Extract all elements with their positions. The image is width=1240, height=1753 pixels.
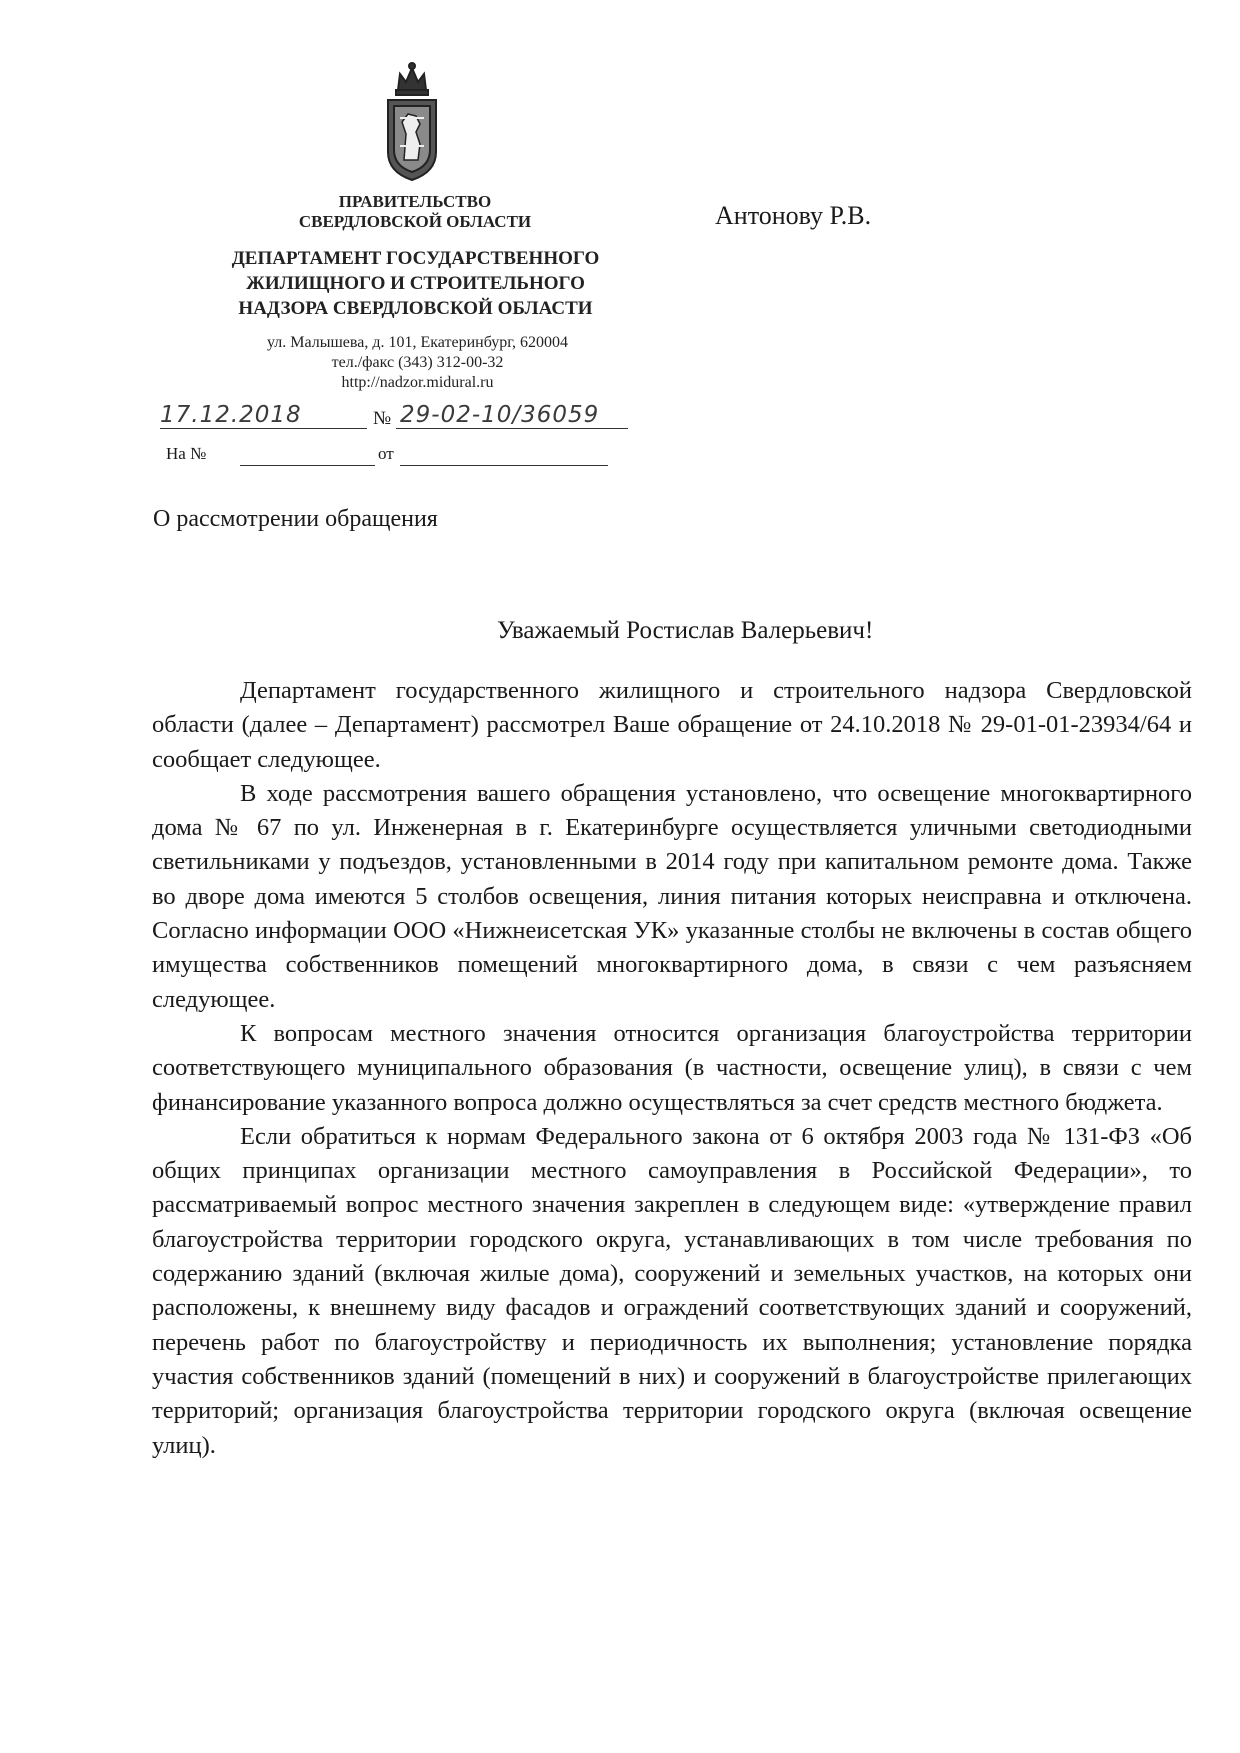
phone-fax: тел./факс (343) 312-00-32 — [331, 354, 504, 371]
org-line1: ПРАВИТЕЛЬСТВО — [338, 192, 492, 211]
website-link[interactable]: http://nadzor.midural.ru — [341, 374, 494, 391]
body-paragraph: Если обратиться к нормам Федерального закона от 6 октября 2003 года № 131-ФЗ «Об общих принципах организации местного самоуправления в Российской Федерации», то рассматриваемый вопрос местного значения закреплен в следующем виде: «утверждение правил благоустройства территории городского округа, устанавливающих в том числе требования по содержанию зданий (включая жилые дома), сооружений и земельных участков, на которых они расположены, к внешнему виду фасадов и ограждений соответствующих зданий и сооружений, перечень работ по благоустройству и периодичность их выполнения; установление порядка участия собственников зданий (помещений в них) и сооружений в благоустройстве прилегающих территорий; организация благоустройства территории городского округа (включая освещение улиц). — [152, 1122, 1192, 1459]
letter-body — [152, 674, 1192, 1463]
dept-line2: ЖИЛИЩНОГО И СТРОИТЕЛЬНОГО — [246, 273, 585, 294]
body-paragraph: К вопросам местного значения относится организация благоустройства территории соответствующего муниципального образования (в частности, освещение улиц), в связи с чем финансирование указанного вопроса должно осуществляться за счет средств местного бюджета. — [152, 1019, 1192, 1116]
org-name — [250, 192, 580, 232]
postal-address: ул. Малышева, д. 101, Екатеринбург, 620004 — [267, 334, 568, 351]
reference-number-line — [240, 465, 375, 466]
contact-block — [210, 333, 625, 393]
number-underline — [396, 428, 628, 429]
number-label: № — [373, 408, 392, 429]
coat-of-arms-icon — [378, 60, 446, 188]
dept-line1: ДЕПАРТАМЕНТ ГОСУДАРСТВЕННОГО — [231, 248, 600, 269]
date-underline — [160, 428, 367, 429]
salutation: Уважаемый Ростислав Валерьевич! — [497, 617, 874, 644]
reference-number-label: На № — [166, 444, 207, 463]
registration-date: 17.12.2018 — [160, 402, 302, 428]
body-paragraph: В ходе рассмотрения вашего обращения установлено, что освещение многоквартирного дома № 67 по ул. Инженерная в г. Екатеринбурге осуществляется уличными светодиодными светильниками у подъездов, установленными в 2014 году при капитальном ремонте дома. Также во дворе дома имеются 5 столбов освещения, линия питания которых неисправна и отключена. Согласно информации ООО «Нижнеисетская УК» указанные столбы не включены в состав общего имущества собственников помещений многоквартирного дома, в связи с чем разъясняем следующее. — [152, 779, 1192, 1013]
registration-number: 29-02-10/36059 — [400, 402, 600, 428]
body-paragraph: Департамент государственного жилищного и строительного надзора Свердловской области (далее – Департамент) рассмотрел Ваше обращение от 24.10.2018 № 29-01-01-23934/64 и сообщает следующее. — [152, 677, 1192, 773]
reference-from-label: от — [378, 444, 394, 463]
org-line2: СВЕРДЛОВСКОЙ ОБЛАСТИ — [298, 212, 532, 231]
department-name — [188, 246, 643, 321]
reference-date-line — [400, 465, 608, 466]
addressee: Антонову Р.В. — [715, 201, 872, 230]
letter-subject: О рассмотрении обращения — [153, 506, 438, 532]
dept-line3: НАДЗОРА СВЕРДЛОВСКОЙ ОБЛАСТИ — [238, 298, 593, 319]
